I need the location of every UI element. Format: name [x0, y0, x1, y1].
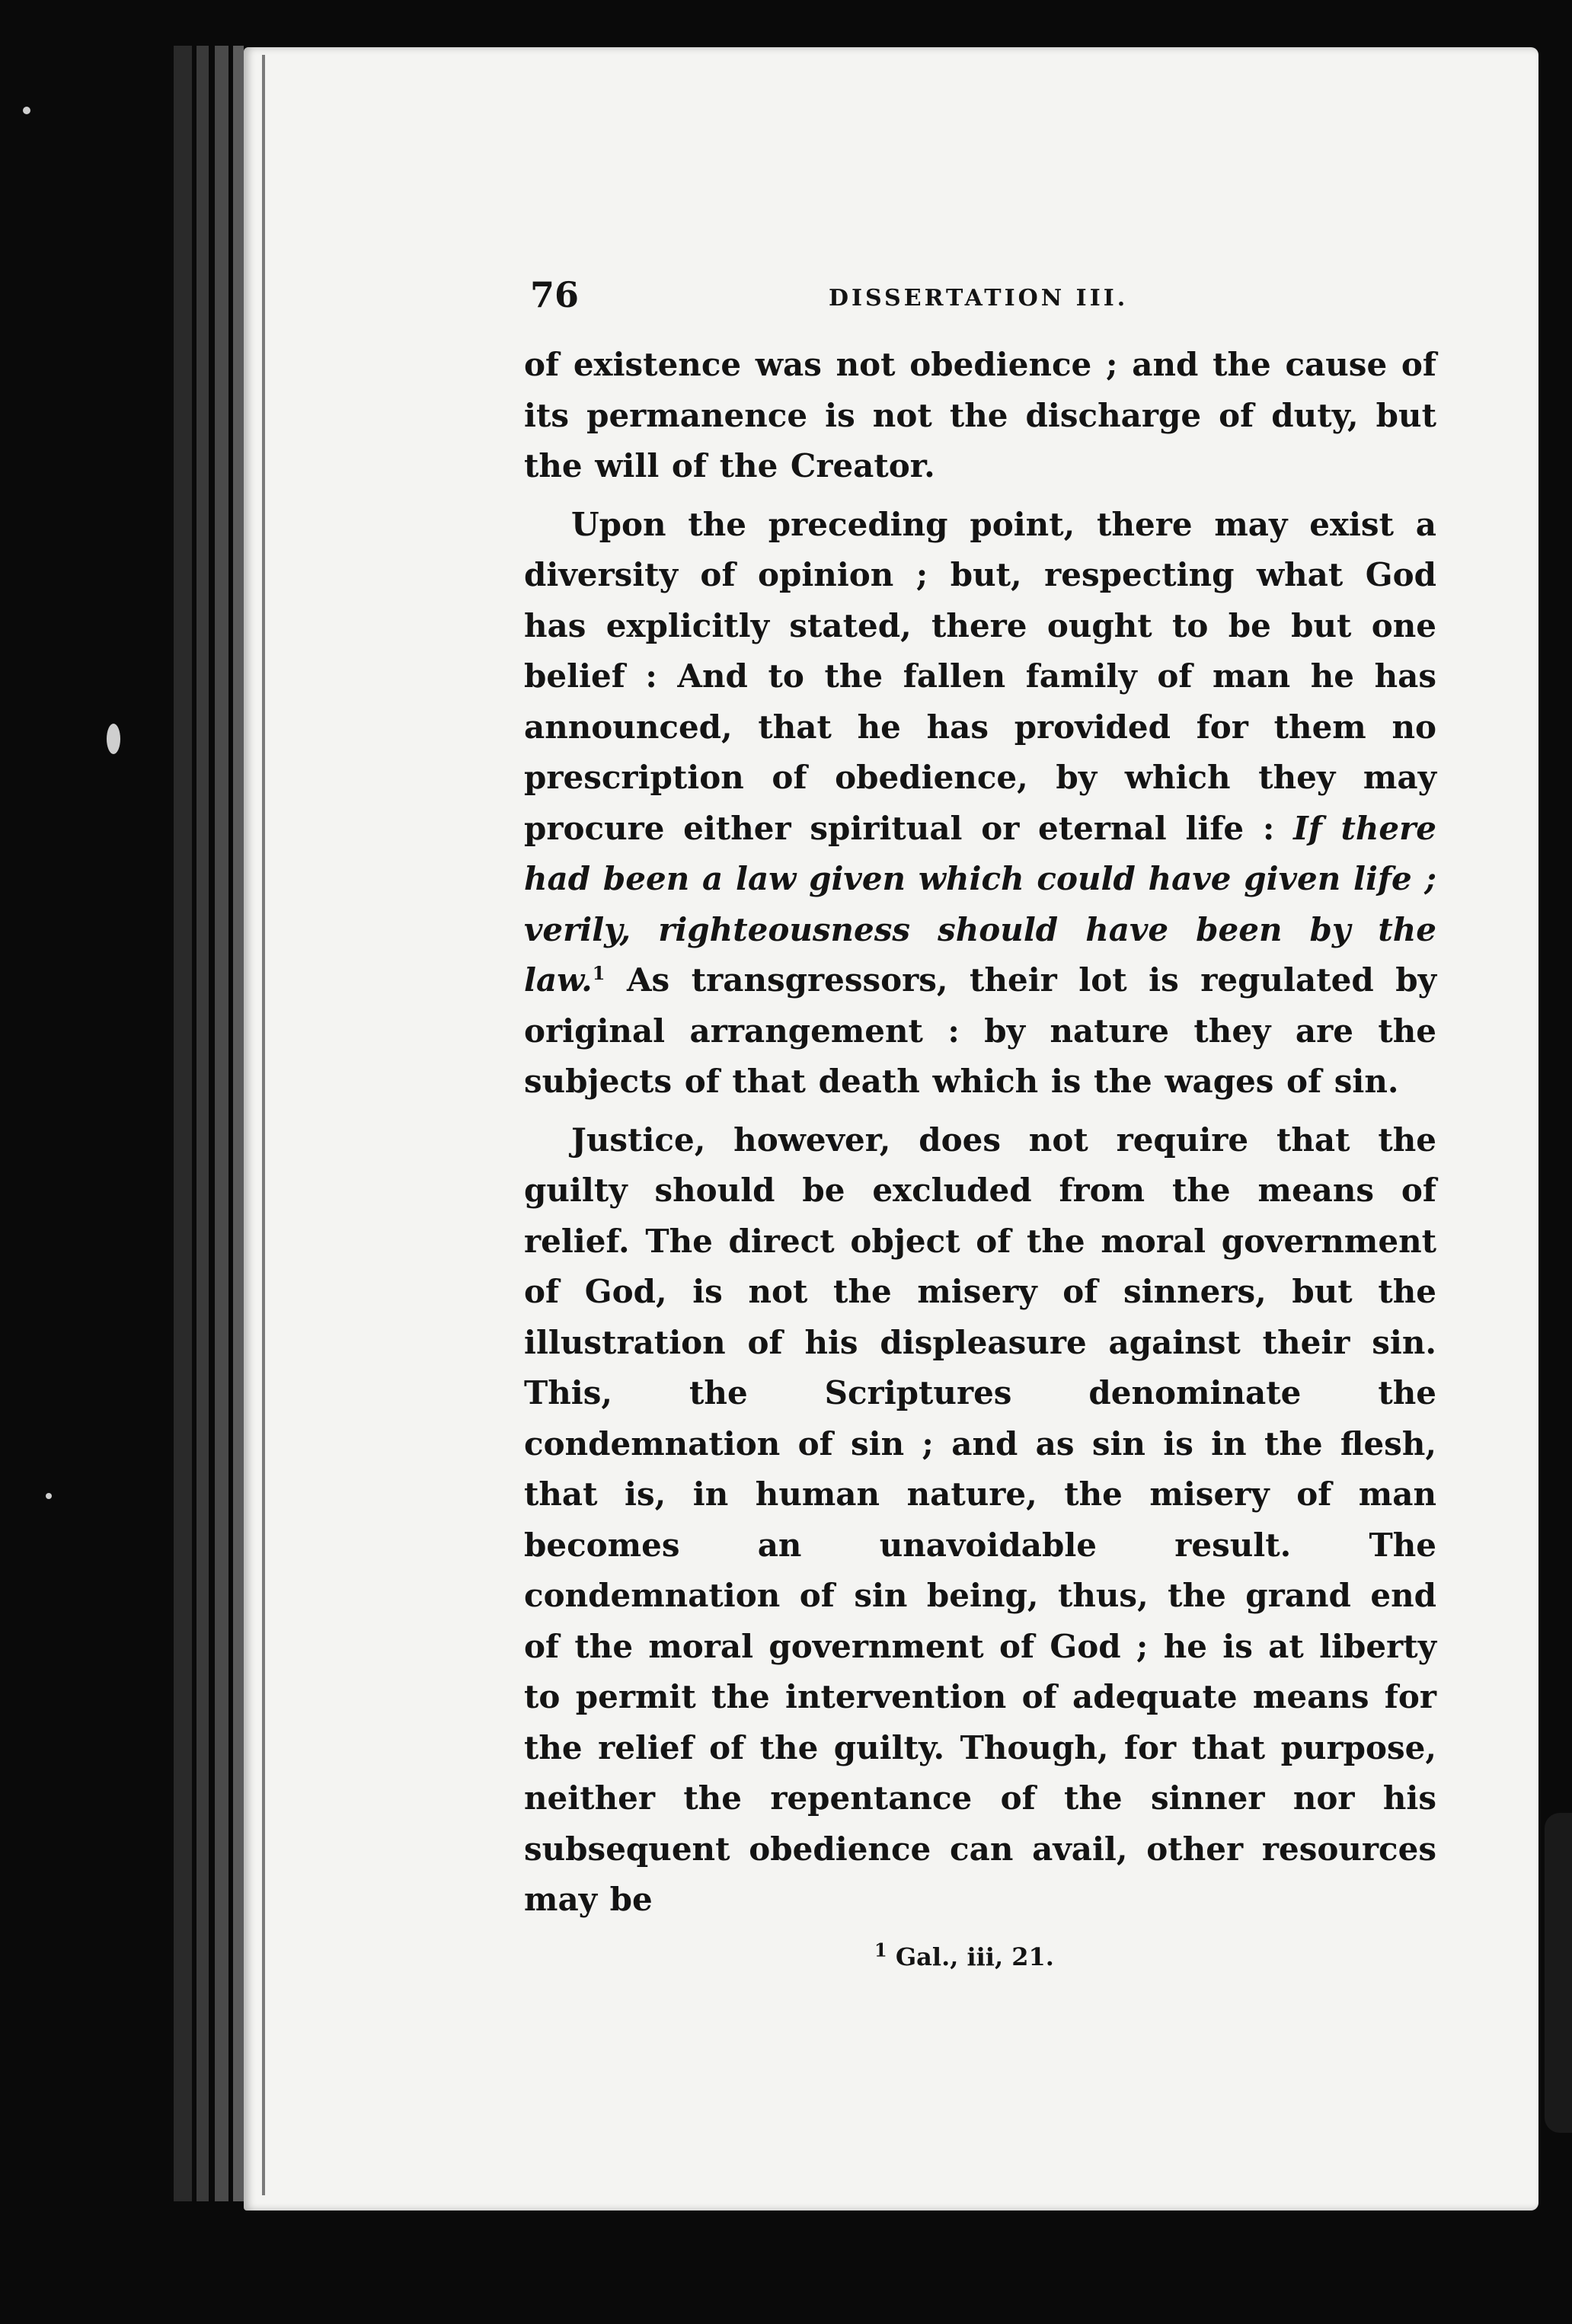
- paragraph: [524, 500, 1436, 1108]
- page-number: 76: [530, 274, 580, 315]
- scan-speck: [23, 107, 30, 114]
- footnote-ref: 1: [592, 962, 605, 984]
- page-text: [524, 274, 1438, 1971]
- book-edge: [196, 46, 209, 2201]
- scan-speck: [107, 724, 120, 754]
- paragraph-text: Upon the preceding point, there may exist a diversity of opinion ; but, respecting what God has explicitly stated, there ought to be but one belief : And to the fallen family of man he has announced, that he has provided for them no prescription of obedience, by which they may procure either spiritual or eternal life :: [524, 505, 1436, 847]
- paragraph-text: As transgressors, their lot is regulated by original arrangement : by nature they are the subjects of that death which is the wages of sin.: [524, 961, 1436, 1100]
- paragraph: Justice, however, does not require that the guilty should be excluded from the means of relief. The direct object of the moral government of God, is not the misery of sinners, but the illustration of his displeasure against their sin. This, the Scriptures denominate the condemnation of sin ; and as sin is in the flesh, that is, in human nature, the misery of man becomes an unavoidable result. The condemnation of sin being, thus, the grand end of the moral government of God ; he is at liberty to permit the intervention of adequate means for the relief of the guilty. Though, for that purpose, neither the repentance of the sinner nor his subsequent obedience can avail, other resources may be: [524, 1120, 1436, 1918]
- book-edge: [233, 46, 244, 2201]
- scan-speck: [46, 1493, 52, 1499]
- footnote-marker: 1: [874, 1938, 887, 1961]
- scripture-quote: If there had been a law given which could have given life ; verily, righteousness should have been by the law.: [524, 809, 1437, 999]
- running-title: DISSERTATION III.: [829, 285, 1129, 312]
- paragraph: of existence was not obedience ; and the cause of its permanence is not the discharge of duty, but the will of the Creator.: [524, 346, 1436, 484]
- page-gutter-line: [262, 55, 265, 2195]
- footnote-text: Gal., iii, 21.: [895, 1942, 1054, 1971]
- running-head: [524, 274, 1438, 320]
- page-edge-shadow: [1545, 1813, 1572, 2133]
- footnote: [874, 1938, 1438, 1971]
- book-edge: [174, 46, 192, 2201]
- book-edge: [215, 46, 228, 2201]
